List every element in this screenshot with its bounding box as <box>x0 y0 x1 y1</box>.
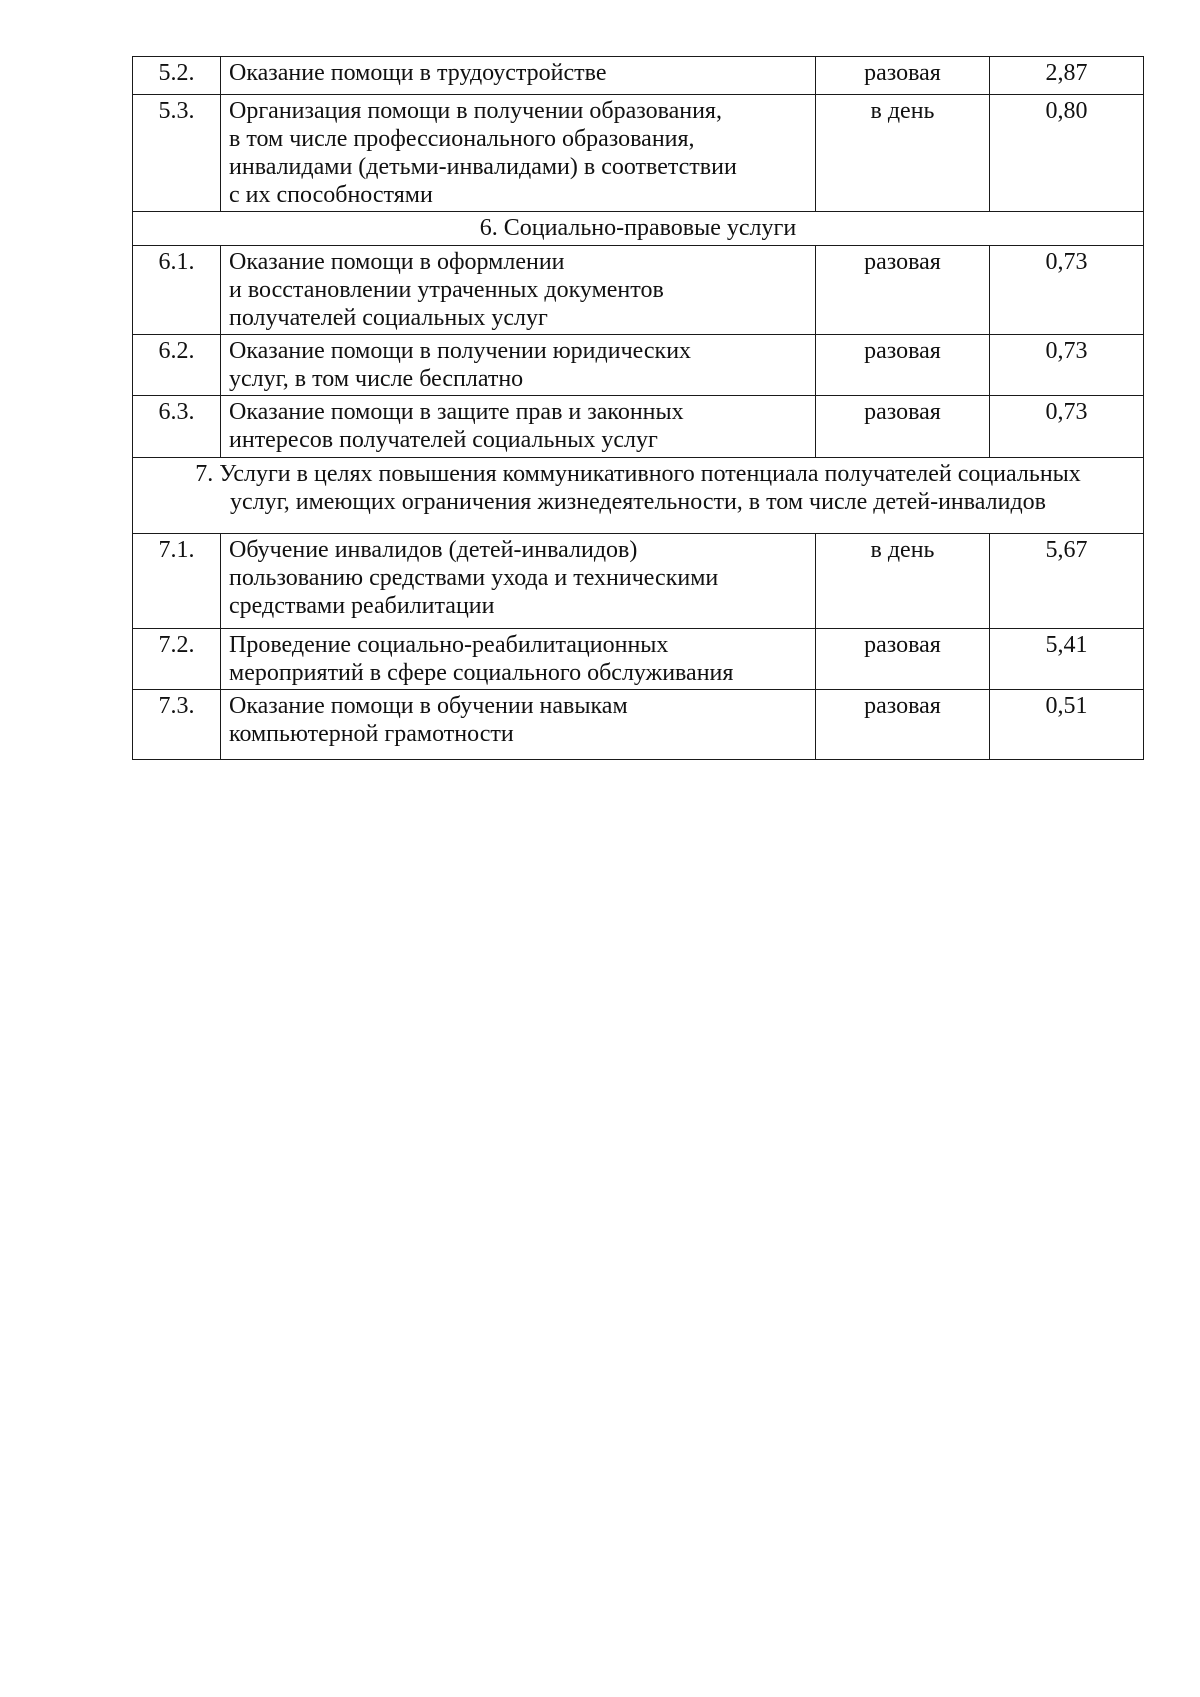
table-row <box>133 629 1144 690</box>
service-name <box>221 396 816 458</box>
service-name-line: услуг, в том числе бесплатно <box>229 366 524 392</box>
service-name <box>221 690 816 760</box>
service-name-line: средствами реабилитации <box>229 593 495 619</box>
service-unit: разовая <box>816 629 990 690</box>
service-name-line: инвалидами (детьми-инвалидами) в соответствии <box>229 154 737 180</box>
table-row <box>133 690 1144 760</box>
service-name-line: в том числе профессионального образования, <box>229 126 695 152</box>
services-table <box>132 56 1144 760</box>
service-name-line: Проведение социально-реабилитационных <box>229 632 669 658</box>
section-title-line: услуг, имеющих ограничения жизнедеятельности, в том числе детей-инвалидов <box>229 489 1046 515</box>
service-number: 6.3. <box>133 396 221 458</box>
service-value: 0,51 <box>990 690 1144 760</box>
service-name-line: и восстановлении утраченных документов <box>229 277 664 303</box>
service-number: 7.1. <box>133 534 221 629</box>
table-row <box>133 57 1144 95</box>
service-name <box>221 57 816 95</box>
table-row <box>133 95 1144 212</box>
service-value: 5,41 <box>990 629 1144 690</box>
section-title-line: 6. Социально-правовые услуги <box>479 215 797 241</box>
service-name <box>221 335 816 396</box>
service-unit: разовая <box>816 57 990 95</box>
service-unit: разовая <box>816 690 990 760</box>
service-name-line: Оказание помощи в получении юридических <box>229 338 692 364</box>
service-value: 0,73 <box>990 396 1144 458</box>
section-header-row <box>133 212 1144 246</box>
service-value: 0,80 <box>990 95 1144 212</box>
service-name-line: получателей социальных услуг <box>229 305 548 331</box>
service-name <box>221 95 816 212</box>
section-title <box>133 458 1144 534</box>
service-number: 7.2. <box>133 629 221 690</box>
service-name-line: компьютерной грамотности <box>229 721 514 747</box>
service-name-line: Обучение инвалидов (детей-инвалидов) <box>229 537 638 563</box>
service-name <box>221 246 816 335</box>
service-name <box>221 534 816 629</box>
table-row <box>133 534 1144 629</box>
section-title <box>133 212 1144 246</box>
service-value: 0,73 <box>990 335 1144 396</box>
section-header-row <box>133 458 1144 534</box>
service-number: 6.2. <box>133 335 221 396</box>
service-number: 5.2. <box>133 57 221 95</box>
service-name-line: Оказание помощи в защите прав и законных <box>229 399 684 425</box>
service-unit: разовая <box>816 335 990 396</box>
service-name-line: мероприятий в сфере социального обслуживания <box>229 660 734 686</box>
service-unit: в день <box>816 534 990 629</box>
service-value: 2,87 <box>990 57 1144 95</box>
table-row <box>133 246 1144 335</box>
service-name-line: интересов получателей социальных услуг <box>229 427 658 453</box>
services-table-body <box>133 57 1144 760</box>
table-row <box>133 335 1144 396</box>
service-name-line: с их способностями <box>229 182 433 208</box>
service-name-line: Оказание помощи в оформлении <box>229 249 565 275</box>
table-row <box>133 396 1144 458</box>
service-number: 7.3. <box>133 690 221 760</box>
service-name-line: пользованию средствами ухода и техническими <box>229 565 719 591</box>
service-name-line: Оказание помощи в обучении навыкам <box>229 693 628 719</box>
service-unit: разовая <box>816 246 990 335</box>
service-name <box>221 629 816 690</box>
section-title-line: 7. Услуги в целях повышения коммуникативного потенциала получателей социальных <box>195 461 1081 487</box>
service-unit: в день <box>816 95 990 212</box>
service-name-line: Оказание помощи в трудоустройстве <box>229 60 607 86</box>
service-number: 5.3. <box>133 95 221 212</box>
service-number: 6.1. <box>133 246 221 335</box>
service-value: 5,67 <box>990 534 1144 629</box>
service-unit: разовая <box>816 396 990 458</box>
service-value: 0,73 <box>990 246 1144 335</box>
service-name-line: Организация помощи в получении образования, <box>229 98 722 124</box>
